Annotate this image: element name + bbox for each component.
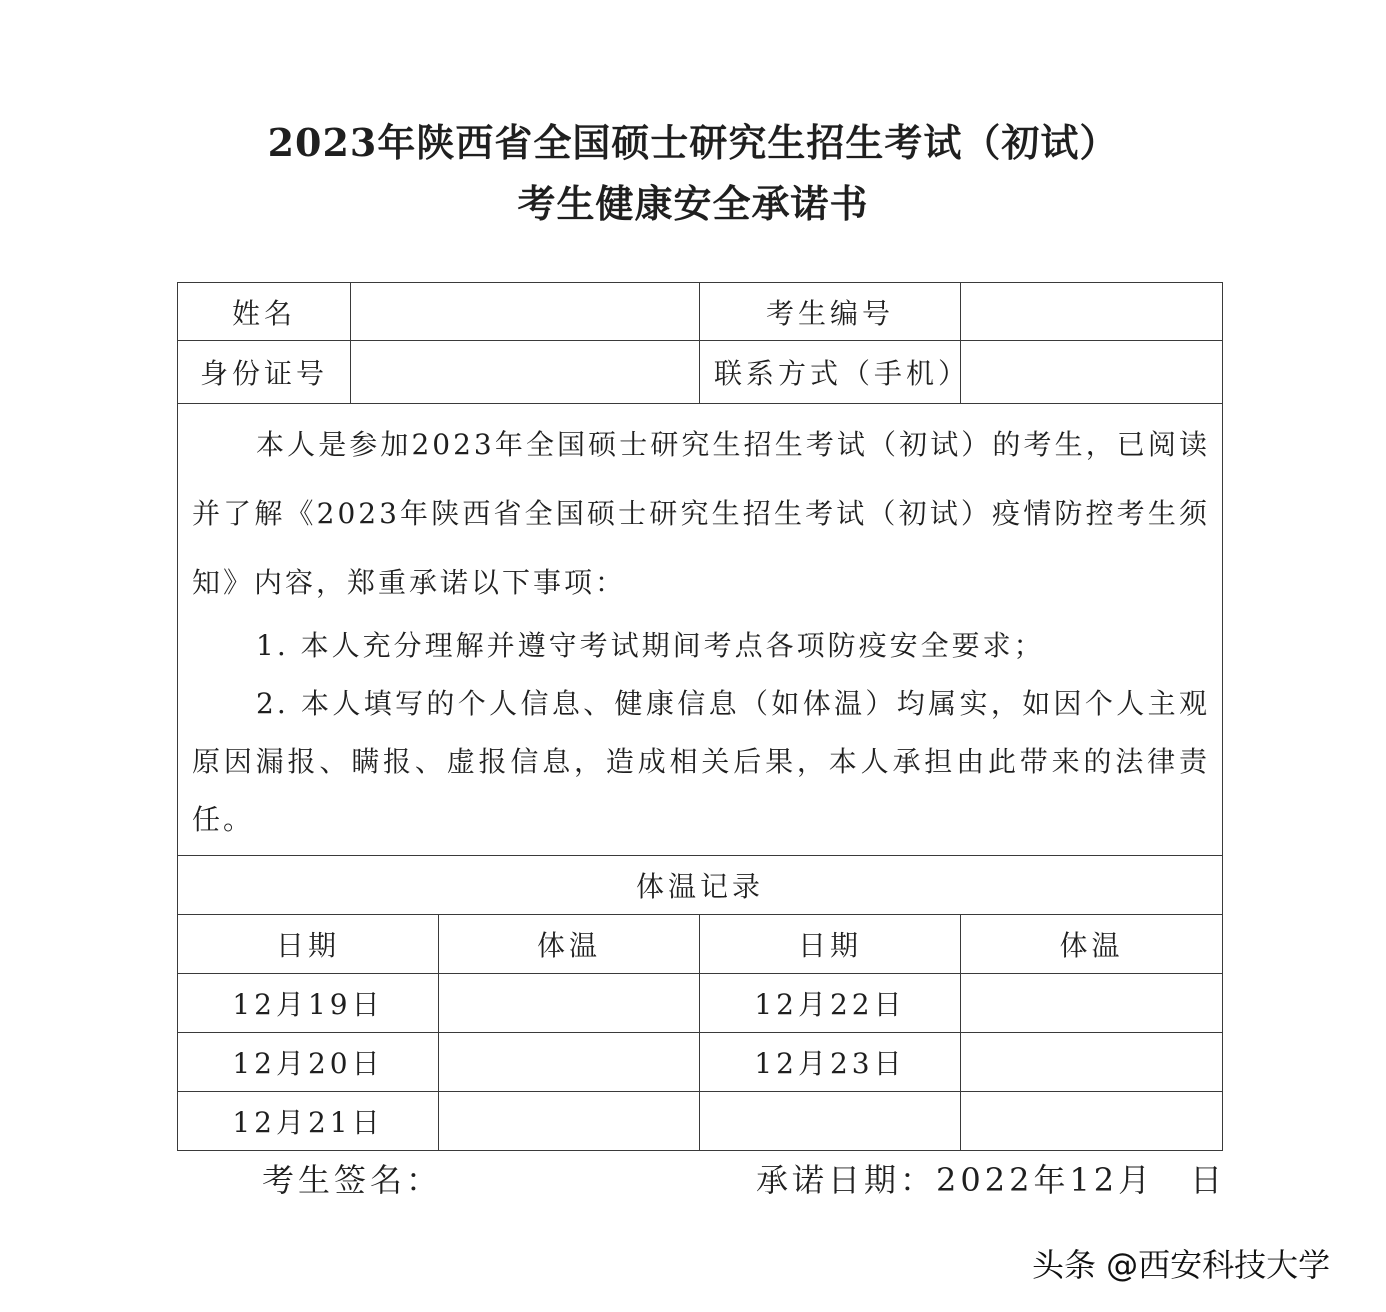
date-cell: 12月19日 [178,974,439,1033]
contact-field[interactable] [961,341,1223,404]
page-subtitle: 考生健康安全承诺书 [517,181,869,226]
contact-label: 联系方式（手机） [700,341,961,404]
pledge-item-2: 2. 本人填写的个人信息、健康信息（如体温）均属实，如因个人主观原因漏报、瞒报、虚报信息，造成相关后果，本人承担由此带来的法律责任。 [192,687,1210,836]
exam-id-label: 考生编号 [700,283,961,341]
id-card-label: 身份证号 [178,341,351,404]
name-field[interactable] [351,283,700,341]
temp-header-left: 体温 [439,915,700,974]
date-cell: 12月22日 [700,974,961,1033]
pledge-item-1: 1. 本人充分理解并遵守考试期间考点各项防疫安全要求； [256,629,1045,662]
pledge-form-table [177,282,1223,1151]
temperature-field[interactable] [439,1033,700,1092]
name-label: 姓名 [178,283,351,341]
id-card-field[interactable] [351,341,700,404]
date-cell: 12月21日 [178,1092,439,1151]
date-header-left: 日期 [178,915,439,974]
date-cell: 12月23日 [700,1033,961,1092]
page-title: 2023年陕西省全国硕士研究生招生考试（初试） [267,120,1119,165]
empty-temperature-cell [961,1092,1223,1151]
exam-id-field[interactable] [961,283,1223,341]
signature-label: 考生签名： [262,1161,443,1199]
temperature-field[interactable] [439,974,700,1033]
temp-header-right: 体温 [961,915,1223,974]
pledge-intro: 本人是参加2023年全国硕士研究生招生考试（初试）的考生，已阅读并了解《2023年陕西省全国硕士研究生招生考试（初试）疫情防控考生须知》内容，郑重承诺以下事项： [192,428,1210,599]
watermark: 头条 @西安科技大学 [1032,1246,1331,1284]
temperature-field[interactable] [439,1092,700,1151]
temperature-field[interactable] [961,974,1223,1033]
date-cell: 12月20日 [178,1033,439,1092]
empty-date-cell [700,1092,961,1151]
pledge-date: 承诺日期：2022年12月 日 [756,1161,1227,1199]
date-header-right: 日期 [700,915,961,974]
temperature-section-title: 体温记录 [178,856,1223,915]
pledge-text-cell [178,404,1223,856]
temperature-field[interactable] [961,1033,1223,1092]
